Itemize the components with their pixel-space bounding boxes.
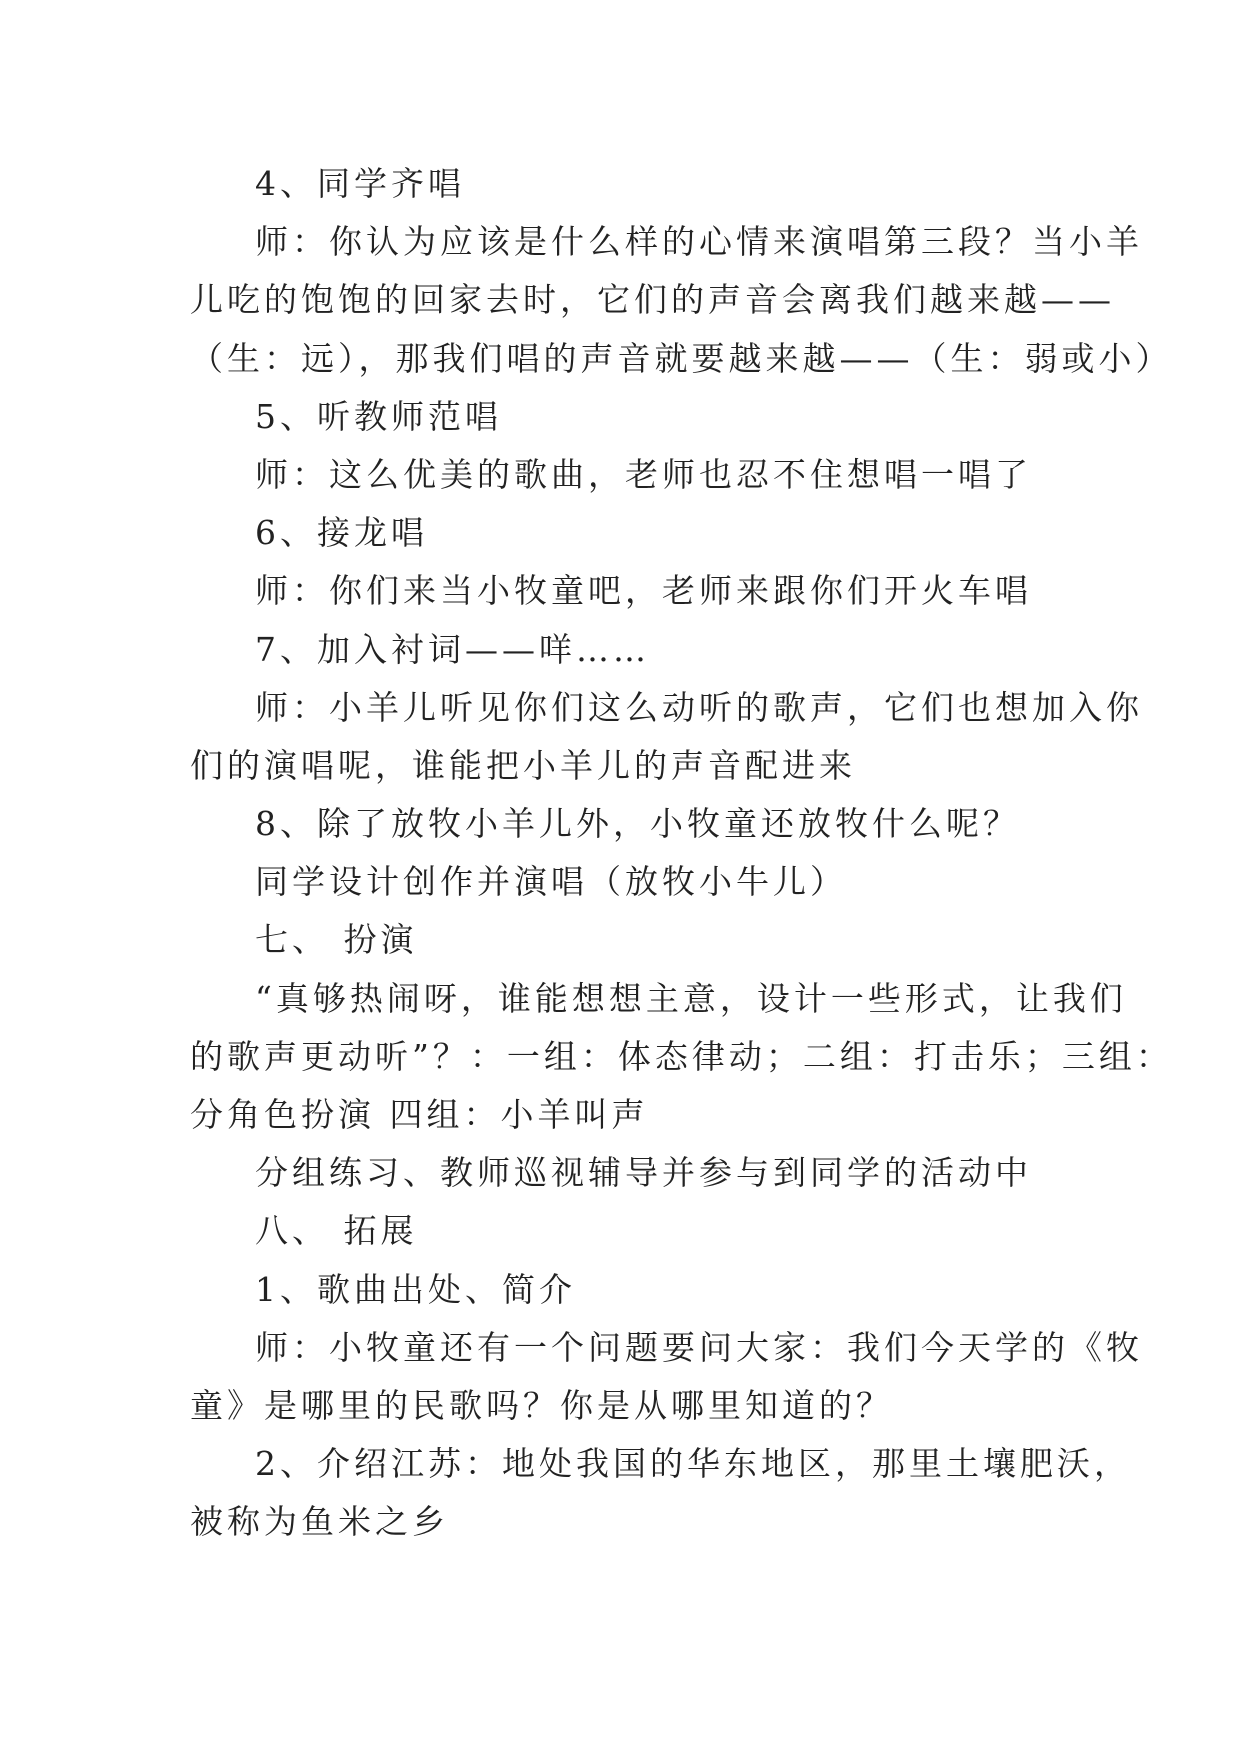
text-line: 师：这么优美的歌曲，老师也忍不住想唱一唱了 xyxy=(255,455,1032,494)
text-line: 分角色扮演 四组：小羊叫声 xyxy=(190,1095,649,1134)
text-line: 八、 拓展 xyxy=(255,1211,418,1250)
text-line: 师：你认为应该是什么样的心情来演唱第三段？当小羊 xyxy=(255,222,1143,261)
text-line: 2、介绍江苏：地处我国的华东地区，那里土壤肥沃， xyxy=(255,1444,1131,1483)
text-line: 4、同学齐唱 xyxy=(255,164,465,203)
text-line: 1、歌曲出处、简介 xyxy=(255,1270,576,1309)
text-line: 7、加入衬词——咩…… xyxy=(255,630,650,669)
text-line: 分组练习、教师巡视辅导并参与到同学的活动中 xyxy=(255,1153,1032,1192)
text-line: （生：远），那我们唱的声音就要越来越——（生：弱或小） xyxy=(190,339,1173,378)
text-line: 师：小牧童还有一个问题要问大家：我们今天学的《牧 xyxy=(255,1328,1143,1367)
text-line: 8、除了放牧小羊儿外，小牧童还放牧什么呢？ xyxy=(255,804,1020,843)
text-line: 童》是哪里的民歌吗？你是从哪里知道的？ xyxy=(190,1386,893,1425)
text-line: 师：小羊儿听见你们这么动听的歌声，它们也想加入你 xyxy=(255,688,1143,727)
text-line: 七、 扮演 xyxy=(255,920,418,959)
text-line: 的歌声更动听”？：一组：体态律动；二组：打击乐；三组： xyxy=(190,1037,1173,1076)
text-line: “真够热闹呀，谁能想想主意，设计一些形式，让我们 xyxy=(255,979,1127,1018)
text-line: 被称为鱼米之乡 xyxy=(190,1502,449,1541)
text-line: 6、接龙唱 xyxy=(255,513,428,552)
text-line: 们的演唱呢，谁能把小羊儿的声音配进来 xyxy=(190,746,856,785)
text-line: 5、听教师范唱 xyxy=(255,397,502,436)
text-line: 同学设计创作并演唱（放牧小牛儿） xyxy=(255,862,847,901)
text-line: 师：你们来当小牧童吧，老师来跟你们开火车唱 xyxy=(255,571,1032,610)
text-line: 儿吃的饱饱的回家去时，它们的声音会离我们越来越—— xyxy=(190,280,1115,319)
